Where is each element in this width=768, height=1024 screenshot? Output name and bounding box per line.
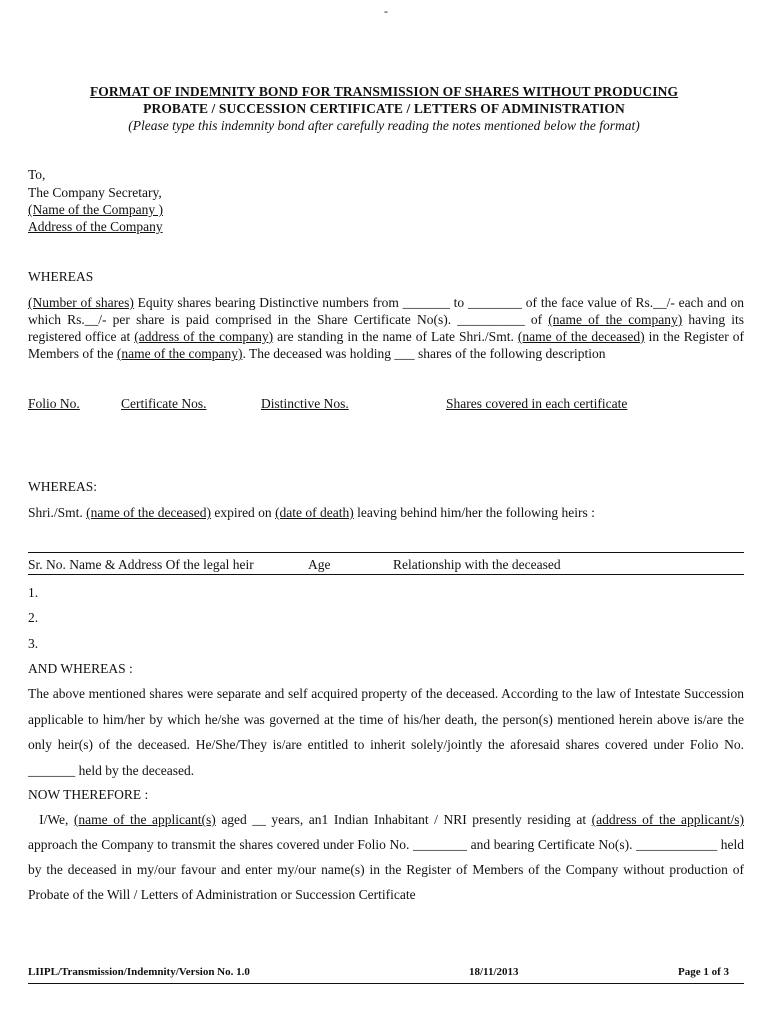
title-line-1: FORMAT OF INDEMNITY BOND FOR TRANSMISSION OF SHARES WITHOUT PRODUCING: [89, 84, 679, 99]
heir-row-2: 2.: [28, 610, 39, 625]
whereas-heading-2: WHEREAS:: [28, 479, 97, 494]
heir-header-age: Age: [308, 557, 331, 572]
and-whereas-paragraph: The above mentioned shares were separate and self acquired property of the deceased. According to the law of Intestate Succession applicable to him/her by which he/she was governed at the time of his/her death, the person(s) mentioned herein above is/are the only heir(s) of the deceased. He/She/They is/are entitled to inherit solely/jointly the aforesaid shares covered under Folio No. _______ held by the deceased.: [28, 686, 744, 778]
whereas-heading-1: WHEREAS: [28, 269, 94, 284]
shares-placeholder: (Number of shares): [28, 295, 134, 310]
footer-date: 18/11/2013: [469, 966, 519, 978]
now-therefore-paragraph: I/We, (name of the applicant(s) aged __ years, an1 Indian Inhabitant / NRI presently residing at (address of the applicant/s) approach the Company to transmit the shares covered under Folio No. ________ and bearing Certificate No(s). ____________ held by the deceased in my/our favour and enter my/our name(s) in the Register of Members of the Company without production of Probate of the Will / Letters of Administration or Succession Certificate: [28, 812, 744, 902]
title-line-2: PROBATE / SUCCESSION CERTIFICATE / LETTERS OF ADMINISTRATION: [143, 101, 625, 116]
company-placeholder-2: (name of the company): [116, 346, 243, 361]
deceased-placeholder: (name of the deceased): [517, 329, 645, 344]
share-header-shares-covered: Shares covered in each certificate: [446, 396, 628, 411]
heir-table-mid-rule: [28, 574, 744, 575]
heir-row-3: 3.: [28, 636, 39, 651]
whereas-paragraph-2: Shri./Smt. (name of the deceased) expired on (date of death) leaving behind him/her the following heirs :: [28, 505, 595, 520]
heir-row-1: 1.: [28, 585, 39, 600]
applicant-address-placeholder: (address of the applicant/s): [591, 812, 744, 827]
and-whereas-heading: AND WHEREAS :: [28, 661, 133, 676]
subtitle: (Please type this indemnity bond after carefully reading the notes mentioned below the format): [128, 118, 640, 133]
top-mark: -: [384, 4, 388, 18]
footer-rule: [28, 983, 744, 984]
heir-header-relationship: Relationship with the deceased: [393, 557, 561, 572]
address-placeholder: (address of the company): [134, 329, 274, 344]
share-header-folio: Folio No.: [28, 396, 80, 411]
now-therefore-heading: NOW THEREFORE :: [28, 787, 149, 802]
address-to: To,: [28, 167, 46, 182]
address-company-address: Address of the Company: [28, 219, 163, 234]
footer-reference: LIIPL/Transmission/Indemnity/Version No. 1.0: [28, 966, 250, 978]
heir-header-name: Sr. No. Name & Address Of the legal heir: [28, 557, 254, 572]
share-header-certificate: Certificate Nos.: [121, 396, 207, 411]
applicant-placeholder: (name of the applicant(s): [73, 812, 216, 827]
date-of-death-placeholder: (date of death): [275, 505, 354, 520]
footer-page-number: Page 1 of 3: [678, 966, 730, 978]
heir-table-top-rule: [28, 552, 744, 553]
deceased-placeholder-2: (name of the deceased): [86, 505, 211, 520]
address-company-name: (Name of the Company ): [28, 202, 163, 217]
share-header-distinctive: Distinctive Nos.: [261, 396, 349, 411]
address-secretary: The Company Secretary,: [28, 185, 162, 200]
whereas-paragraph-1: (Number of shares) Equity shares bearing Distinctive numbers from _______ to ________ of the face value of Rs.__/- each and on which Rs.__/- per share is paid comprised in the Share Certificate No(s). __________ of (name of the company) having its registered office at (address of the company) are standing in the name of Late Shri./Smt. (name of the deceased) in the Register of Members of the (name of the company). The deceased was holding ___ shares of the following description: [28, 295, 745, 361]
company-placeholder: (name of the company): [548, 312, 683, 327]
